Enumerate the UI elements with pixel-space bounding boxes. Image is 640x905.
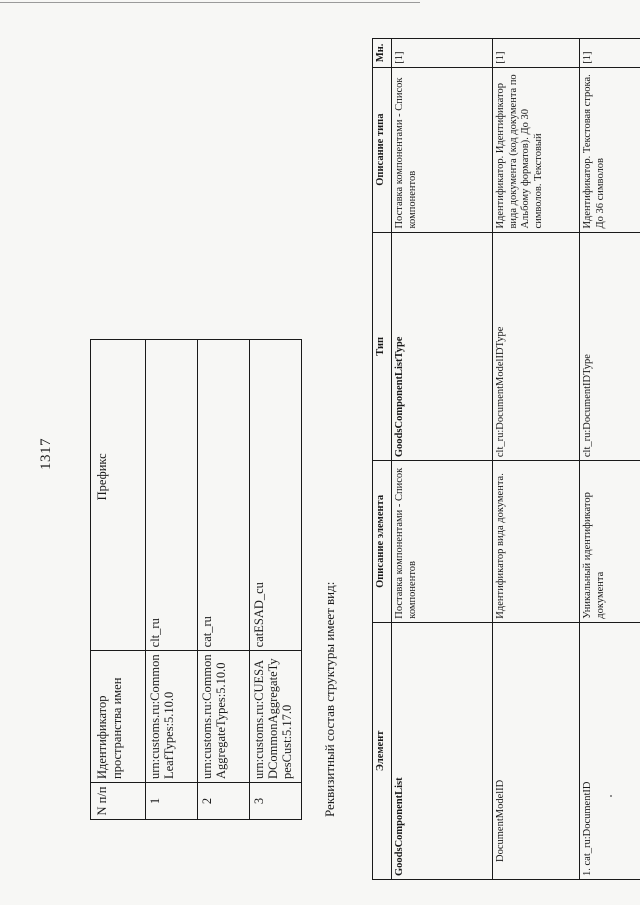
row-type: GoodsComponentListType (392, 232, 493, 461)
header-element: Элемент (373, 622, 392, 879)
attributes-table (372, 38, 640, 880)
row-type: clt_ru:DocumentModelIDType (493, 232, 580, 461)
row-identifier: urn:customs.ru:Common AggregateTypes:5.10.0 (198, 651, 250, 783)
row-num: 1 (146, 783, 198, 820)
row-prefix: catESAD_cu (250, 340, 302, 651)
header-multiplicity: Мн. (373, 39, 392, 68)
row-prefix: clt_ru (146, 340, 198, 651)
header-num: N п/п (91, 783, 146, 820)
row-type-desc: Идентификатор. Идентификатор вида документа (код документа по Альбому форматов). До 30 символов. Текстовый (493, 67, 580, 232)
table-row (250, 340, 302, 820)
row-multiplicity: [1] (493, 39, 580, 68)
row-element-text: DocumentModelID (495, 779, 506, 862)
row-element-desc: Поставка компонентами - Список компонентов (392, 461, 493, 623)
header-element-desc: Описание элемента (373, 461, 392, 623)
row-num: 2 (198, 783, 250, 820)
header-type-desc: Описание типа (373, 67, 392, 232)
row-type-desc: Идентификатор. Текстовая строка. До 36 символов (580, 67, 640, 232)
row-multiplicity: [1] (392, 39, 493, 68)
row-identifier: urn:customs.ru:Common LeafTypes:5.10.0 (146, 651, 198, 783)
row-element (580, 622, 640, 879)
header-identifier: Идентификатор пространства имен (91, 651, 146, 783)
header-prefix: Префикс (91, 340, 146, 651)
table-row (198, 340, 250, 820)
namespace-table-header (91, 340, 146, 820)
table-row (493, 39, 580, 880)
row-type: clt_ru:DocumentIDType (580, 232, 640, 461)
intro-text: Реквизитный состав структуры имеет вид: (322, 581, 337, 817)
row-num: 3 (250, 783, 302, 820)
row-element-desc: Идентификатор вида документа. (493, 461, 580, 623)
row-identifier: urn:customs.ru:CUESA DCommonAggregateTy pesCust:5.17.0 (250, 651, 302, 783)
row-element-text: cat_ru:DocumentID (582, 781, 593, 866)
row-element (493, 622, 580, 879)
row-element: GoodsComponentList (392, 622, 493, 879)
row-multiplicity: [1] (580, 39, 640, 68)
table-row (580, 39, 640, 880)
attributes-table-header (373, 39, 392, 880)
header-type: Тип (373, 232, 392, 461)
namespace-table (90, 339, 302, 820)
row-type-desc: Поставка компонентами - Список компонентов (392, 67, 493, 232)
page-number: 1317 (38, 438, 54, 470)
row-prefix: cat_ru (198, 340, 250, 651)
table-row (392, 39, 493, 880)
row-number: 1. (582, 868, 593, 876)
table-row (146, 340, 198, 820)
row-element-desc: Уникальный идентификатор документа (580, 461, 640, 623)
